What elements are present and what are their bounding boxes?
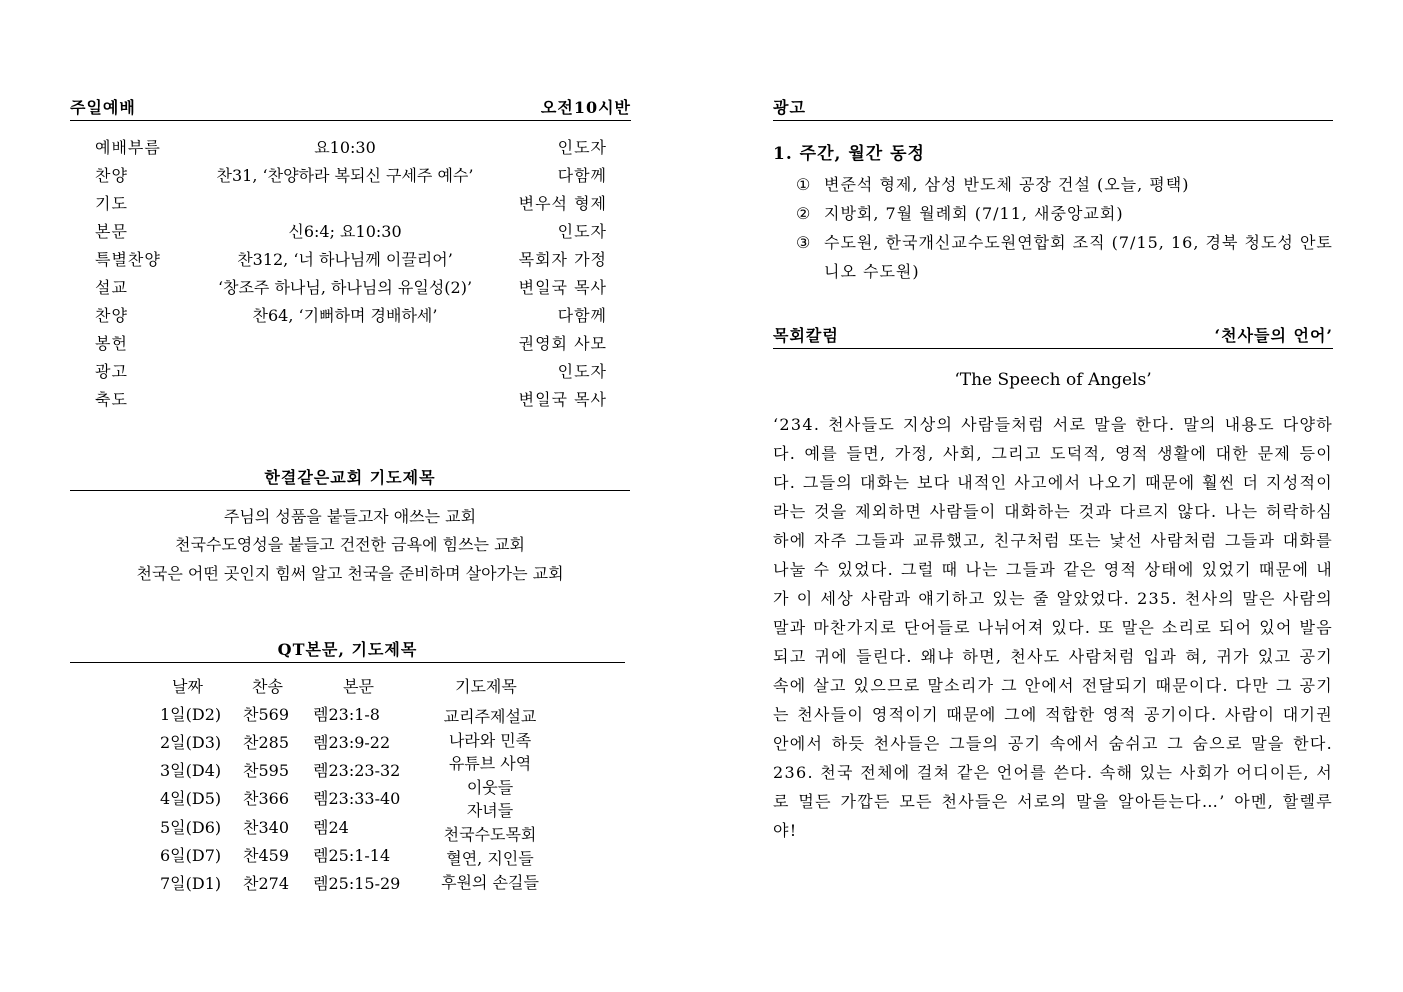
worship-item: 특별찬양: [95, 250, 161, 269]
qt-topic: 유튜브 사역: [448, 754, 532, 773]
column-english-title: ‘The Speech of Angels’: [954, 370, 1152, 390]
worship-leader: 인도자: [557, 138, 607, 157]
qt-hymn: 찬274: [243, 874, 289, 893]
qt-date: 6일(D7): [160, 846, 222, 865]
qt-text: 렘25:1-14: [313, 846, 391, 865]
worship-leader: 다함께: [557, 166, 607, 185]
worship-row: [95, 135, 607, 163]
column-title: 목회칼럼: [773, 326, 839, 345]
qt-topic: 후원의 손길들: [441, 873, 539, 892]
qt-header-hymn: 찬송: [252, 677, 283, 696]
qt-text: 렘23:23-32: [313, 761, 401, 780]
worship-leader: 인도자: [557, 222, 607, 241]
worship-content: 신6:4; 요10:30: [288, 222, 402, 241]
notice-item-text: 지방회, 7월 월례회 (7/11, 새중앙교회): [824, 204, 1124, 223]
worship-leader: 변우석 형제: [518, 194, 607, 213]
worship-leader: 변일국 목사: [518, 278, 607, 297]
prayer-title: 한결같은교회 기도제목: [70, 465, 630, 491]
qt-title: QT본문, 기도제목: [70, 637, 625, 663]
worship-row: [95, 191, 607, 219]
worship-row: [95, 303, 607, 331]
qt-hymn: 찬366: [243, 789, 289, 808]
notice-header: [773, 95, 1333, 121]
worship-leader: 인도자: [557, 362, 607, 381]
qt-hymn: 찬569: [243, 705, 289, 724]
qt-date: 4일(D5): [160, 789, 222, 808]
worship-leader: 다함께: [557, 306, 607, 325]
worship-item: 찬양: [95, 166, 128, 185]
qt-date: 7일(D1): [160, 874, 222, 893]
notice-item-number: ③: [796, 233, 811, 252]
qt-text: 렘25:15-29: [313, 874, 401, 893]
qt-topic: 교리주제설교: [443, 707, 537, 726]
worship-item: 본문: [95, 222, 128, 241]
notice-item-text: 수도원, 한국개신교수도원연합회 조직 (7/15, 16, 경북 청도성 안토니오 수도원): [824, 233, 1333, 281]
qt-hymn: 찬285: [243, 733, 289, 752]
qt-topic: 자녀들: [466, 801, 514, 820]
worship-leader: 변일국 목사: [518, 390, 607, 409]
worship-content: 찬64, ‘기뻐하며 경배하세’: [252, 306, 438, 325]
qt-header-topic: 기도제목: [455, 677, 517, 696]
qt-topic: 나라와 민족: [448, 731, 532, 750]
prayer-line: 천국은 어떤 곳인지 힘써 알고 천국을 준비하며 살아가는 교회: [136, 564, 564, 583]
worship-row: [95, 359, 607, 387]
notice-section-title: 1. 주간, 월간 동정: [773, 144, 925, 164]
qt-date: 1일(D2): [160, 705, 222, 724]
worship-content: 요10:30: [314, 138, 376, 157]
worship-item: 광고: [95, 362, 128, 381]
worship-item: 설교: [95, 278, 128, 297]
worship-row: [95, 219, 607, 247]
qt-header-text: 본문: [343, 677, 374, 696]
qt-date: 3일(D4): [160, 761, 222, 780]
worship-content: ‘창조주 하나님, 하나님의 유일성(2)’: [217, 278, 473, 297]
qt-hymn: 찬459: [243, 846, 289, 865]
qt-text: 렘23:9-22: [313, 733, 391, 752]
qt-topic: 혈연, 지인들: [446, 849, 534, 868]
worship-leader: 권영회 사모: [518, 334, 607, 353]
qt-date: 5일(D6): [160, 818, 222, 837]
worship-row: [95, 331, 607, 359]
qt-text: 렘24: [313, 818, 349, 837]
prayer-line: 천국수도영성을 붙들고 건전한 금욕에 힘쓰는 교회: [174, 535, 525, 554]
column-subject: ‘천사들의 언어’: [1214, 326, 1333, 345]
worship-title: 주일예배: [70, 98, 136, 117]
worship-item: 예배부름: [95, 138, 161, 157]
qt-hymn: 찬340: [243, 818, 289, 837]
notice-item-number: ②: [796, 204, 811, 223]
qt-topic: 천국수도목회: [443, 825, 537, 844]
worship-row: [95, 163, 607, 191]
qt-topic: 이웃들: [466, 778, 514, 797]
worship-row: [95, 387, 607, 415]
prayer-line: 주님의 성품을 붙들고자 애쓰는 교회: [223, 507, 477, 526]
notice-title: 광고: [773, 98, 806, 117]
qt-header-date: 날짜: [172, 677, 203, 696]
worship-leader: 목회자 가정: [518, 250, 607, 269]
worship-item: 찬양: [95, 306, 128, 325]
qt-text: 렘23:1-8: [313, 705, 380, 724]
worship-time: 오전10시반: [540, 98, 631, 117]
worship-header: [70, 95, 631, 121]
worship-item: 봉헌: [95, 334, 128, 353]
worship-row: [95, 247, 607, 275]
worship-item: 축도: [95, 390, 128, 409]
column-body: ‘234. 천사들도 지상의 사람들처럼 서로 말을 한다. 말의 내용도 다양하다. 예를 들면, 가정, 사회, 그리고 도덕적, 영적 생활에 대한 문제 등이다. 그들의 대화는 보다 내적인 사고에서 나오기 때문에 훨씬 더 지성적이라는 것을 제외하면 사람들이 대화하는 것과 다르지 않다. 나는 허락하심 하에 자주 그들과 교류했고, 친구처럼 또는 낯선 사람처럼 그들과 대화를 나눌 수 있었다. 그럴 때 나는 그들과 같은 영적 상태에 있었기 때문에 내가 이 세상 사람과 얘기하고 있는 줄 알았었다. 235. 천사의 말은 사람의 말과 마찬가지로 단어들로 나뉘어져 있다. 또 말은 소리로 되어 있어 발음되고 귀에 들린다. 왜냐 하면, 천사도 사람처럼 입과 혀, 귀가 있고 공기 속에 살고 있으므로 말소리가 그 안에서 전달되기 때문이다. 다만 그 공기는 천사들이 영적이기 때문에 그에 적합한 영적 공기이다. 사람이 대기권 안에서 하듯 천사들은 그들의 공기 속에서 숨쉬고 그 숨으로 말을 한다. 236. 천국 전체에 걸쳐 같은 언어를 쓴다. 속해 있는 사회가 어디이든, 서로 멀든 가깝든 모든 천사들은 서로의 말을 알아듣는다…’ 아멘, 할렐루야!: [773, 415, 1333, 840]
column-header: [773, 323, 1333, 349]
qt-text: 렘23:33-40: [313, 789, 401, 808]
worship-row: [95, 275, 607, 303]
worship-item: 기도: [95, 194, 128, 213]
notice-item-text: 변준석 형제, 삼성 반도체 공장 건설 (오늘, 평택): [824, 175, 1190, 194]
qt-date: 2일(D3): [160, 733, 222, 752]
worship-content: 찬31, ‘찬양하라 복되신 구세주 예수’: [216, 166, 474, 185]
notice-item-number: ①: [796, 175, 811, 194]
qt-hymn: 찬595: [243, 761, 289, 780]
worship-content: 찬312, ‘너 하나님께 이끌리어’: [237, 250, 453, 269]
